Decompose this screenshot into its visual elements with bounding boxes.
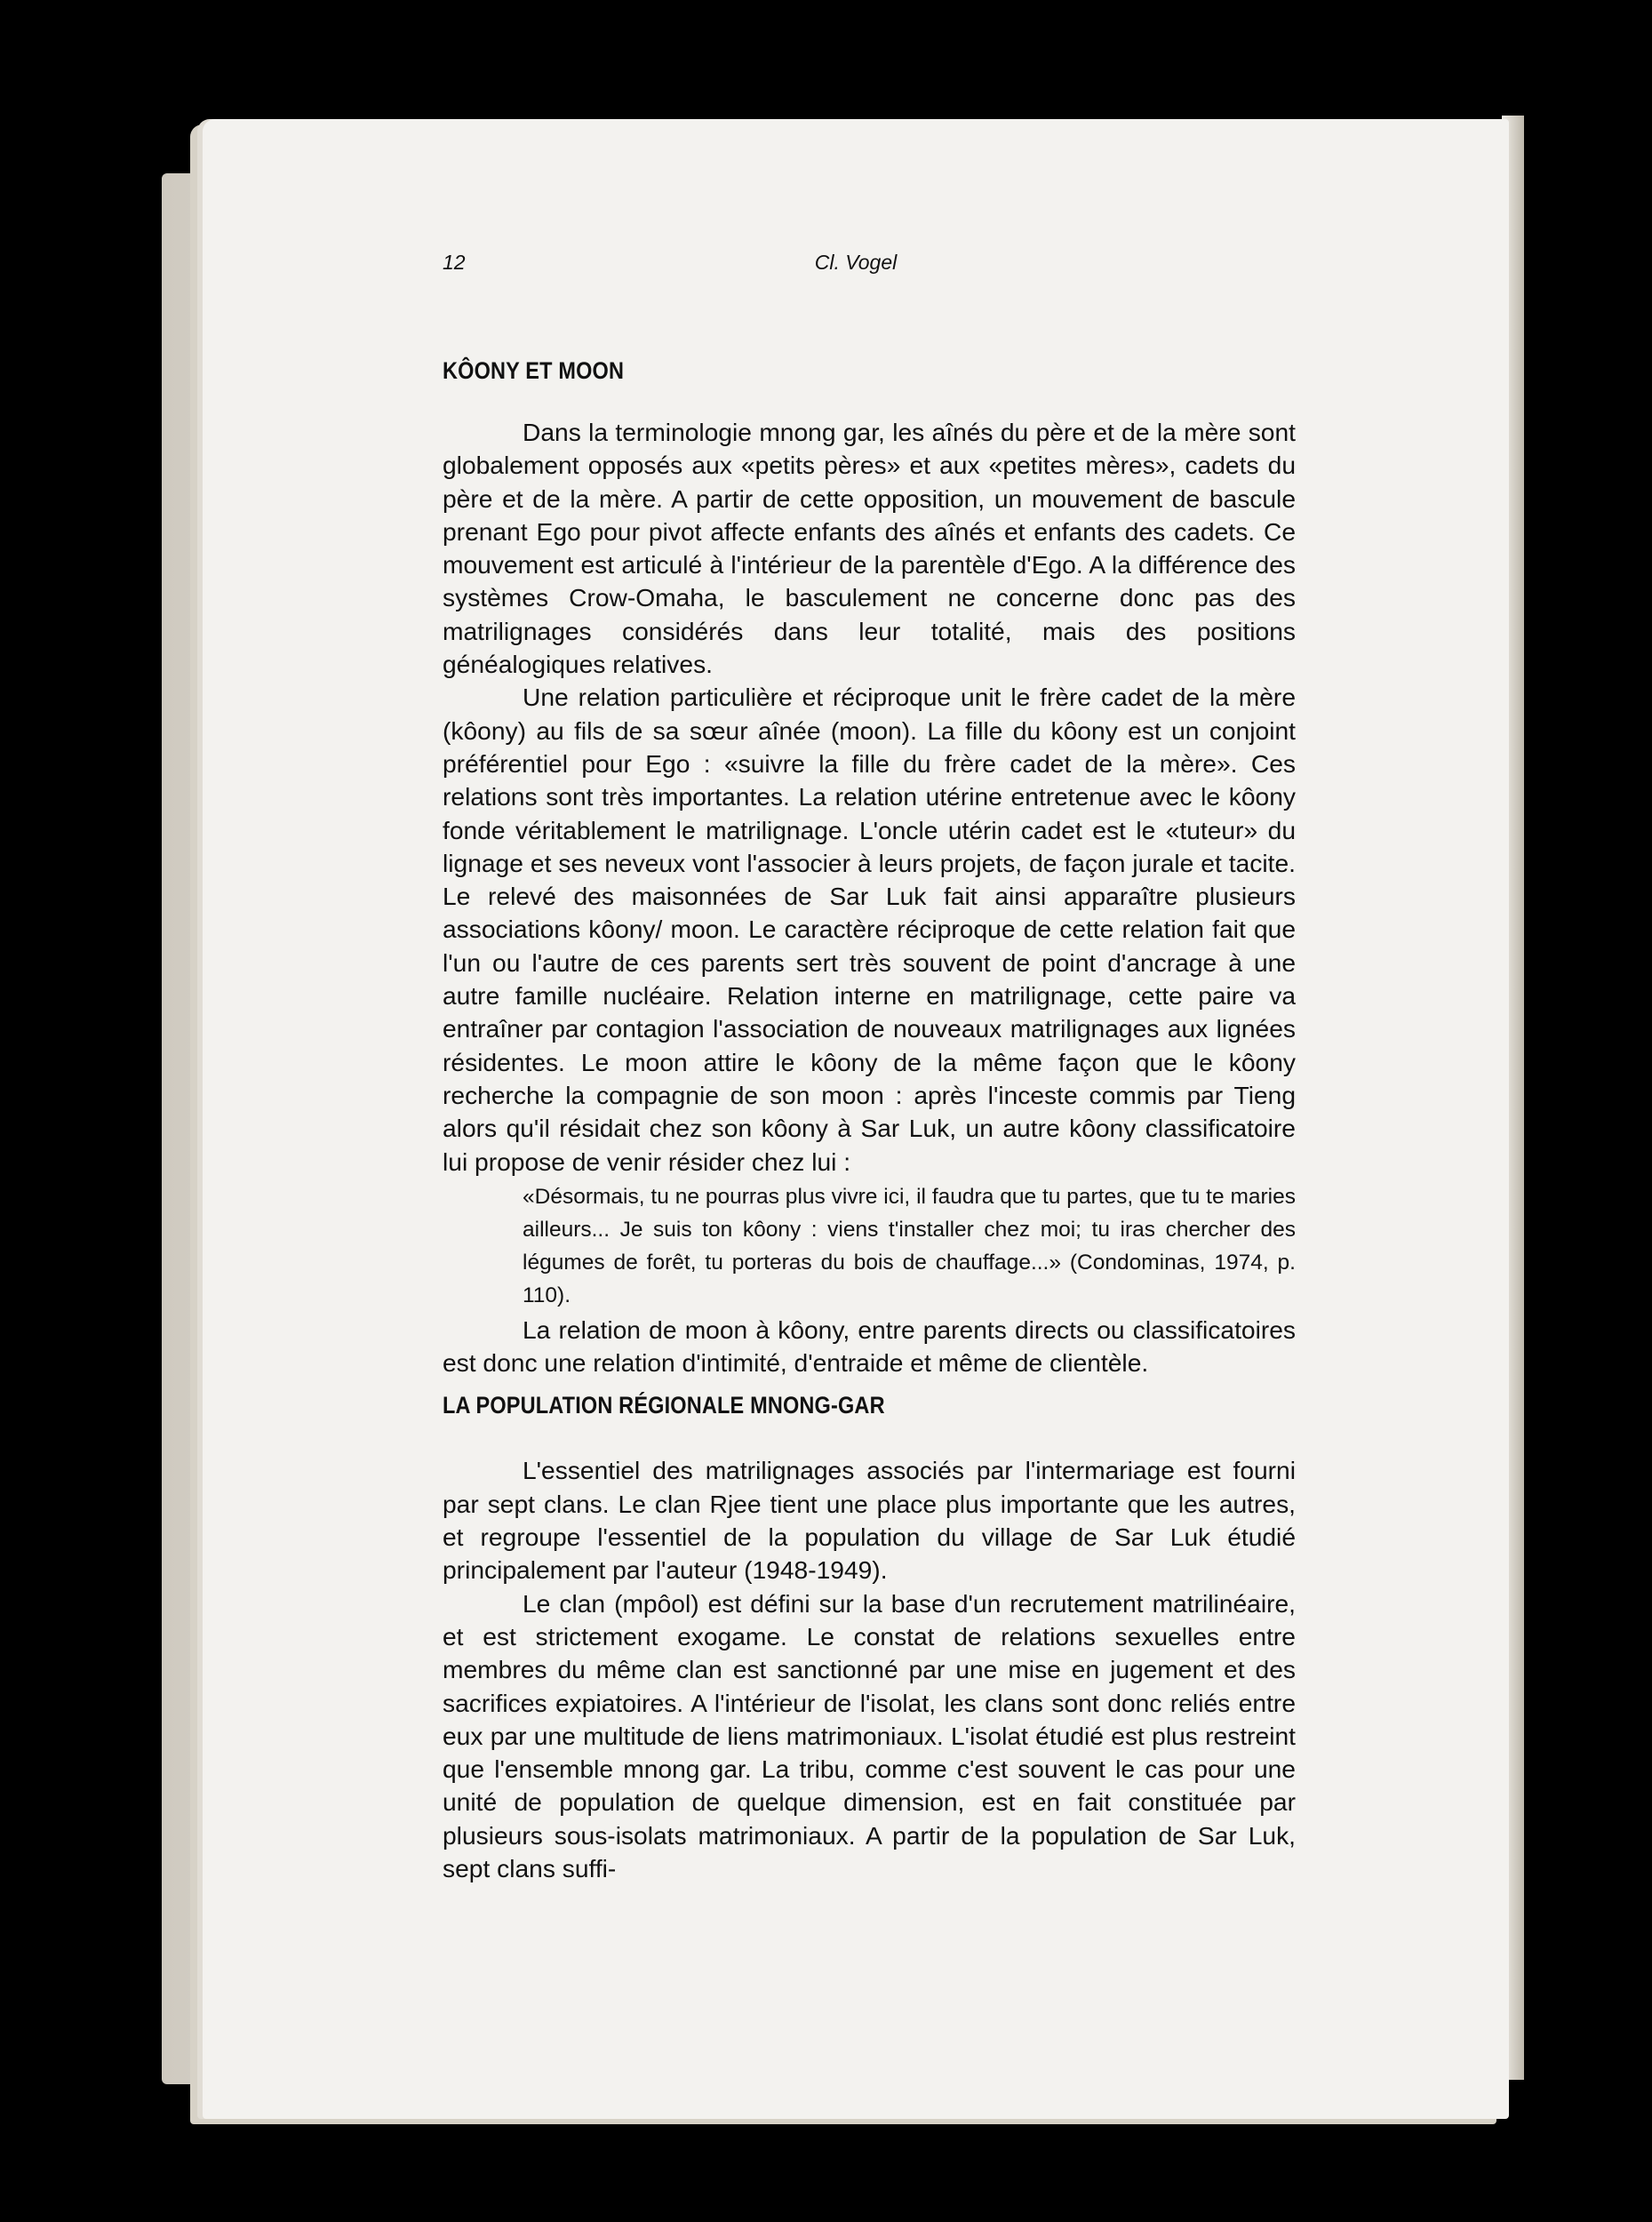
paragraph: La relation de moon à kôony, entre parents directs ou classificatoires est donc une relation d'intimité, d'entraide et même de clientèle. <box>443 1315 1296 1378</box>
paragraph: L'essentiel des matrilignages associés par l'intermariage est fourni par sept clans. Le clan Rjee tient une place plus importante que les autres, et regroupe l'essentiel de la population du village de Sar Luk étudié principalement par l'auteur (1948-1949). <box>443 1456 1296 1585</box>
page-header <box>443 251 1269 286</box>
running-head: Cl. Vogel <box>814 251 898 274</box>
page-body <box>443 354 1296 1885</box>
paragraph: Une relation particulière et réciproque unit le frère cadet de la mère (kôony) au fils de sa sœur aînée (moon). La fille du kôony est un conjoint préférentiel pour Ego : «suivre la fille du frère cadet de la mère». Ces relations sont très importantes. La relation utérine entretenue avec le kôony fonde véritablement le matrilignage. L'oncle utérin cadet est le «tuteur» du lignage et ses neveux vont l'associer à leurs projets, de façon jurale et tacite. Le relevé des maisonnées de Sar Luk fait ainsi apparaître plusieurs associations kôony/ moon. Le caractère réciproque de cette relation fait que l'un ou l'autre de ces parents sert très souvent de point d'ancrage à une autre famille nucléaire. Relation interne en matrilignage, cette paire va entraîner par contagion l'association de nouveaux matrilignages aux lignées résidentes. Le moon attire le kôony de la même façon que le kôony recherche la compagnie de son moon : après l'inceste commis par Tieng alors qu'il résidait chez son kôony à Sar Luk, un autre kôony classificatoire lui propose de venir résider chez lui : <box>443 683 1296 1176</box>
paragraph: Dans la terminologie mnong gar, les aînés du père et de la mère sont globalement opposés aux «petits pères» et aux «petites mères», cadets du père et de la mère. A partir de cette opposition, un mouvement de bascule prenant Ego pour pivot affecte enfants des aînés et enfants des cadets. Ce mouvement est articulé à l'intérieur de la parentèle d'Ego. A la différence des systèmes Crow-Omaha, le basculement ne concerne donc pas des matrilignages considérés dans leur totalité, mais des positions généalogiques relatives. <box>443 418 1296 679</box>
section-heading: KÔONY ET MOON <box>443 357 625 384</box>
paragraph: Le clan (mpôol) est défini sur la base d'un recrutement matrilinéaire, et est strictement exogame. Le constat de relations sexuelles entre membres du même clan est sanctionné par une mise en jugement et des sacrifices expiatoires. A l'intérieur de l'isolat, les clans sont donc reliés entre eux par une multitude de liens matrimoniaux. L'isolat étudié est plus restreint que l'ensemble mnong gar. La tribu, comme c'est souvent le cas pour une unité de population de quelque dimension, est en fait constituée par plusieurs sous-isolats matrimoniaux. A partir de la population de Sar Luk, sept clans suffi- <box>443 1588 1296 1882</box>
block-quote: «Désormais, tu ne pourras plus vivre ici, il faudra que tu partes, que tu te maries ailleurs... Je suis ton kôony : viens t'installer chez moi; tu iras chercher des légumes de forêt, tu porteras du bois de chauffage...» (Condominas, 1974, p. 110). <box>523 1184 1296 1307</box>
page-number: 12 <box>443 251 466 274</box>
section-heading: LA POPULATION RÉGIONALE MNONG-GAR <box>443 1392 885 1419</box>
book-page <box>203 119 1509 2119</box>
